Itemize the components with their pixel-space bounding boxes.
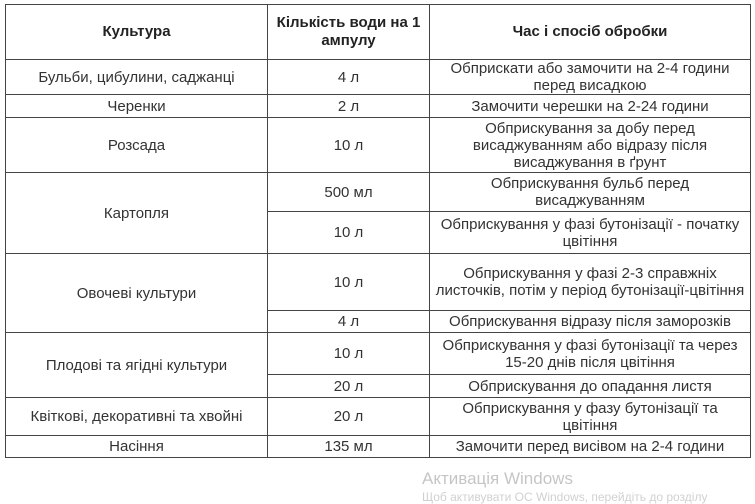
table-row bbox=[6, 118, 751, 173]
culture-cell: Розсада bbox=[6, 118, 268, 173]
culture-cell: Насіння bbox=[6, 436, 268, 458]
table-row bbox=[6, 60, 751, 95]
culture-cell: Черенки bbox=[6, 95, 268, 118]
windows-activation-watermark: Активація Windows bbox=[422, 469, 573, 488]
water-cell: 2 л bbox=[268, 95, 430, 118]
water-cell: 135 мл bbox=[268, 436, 430, 458]
table-row bbox=[6, 398, 751, 436]
water-cell: 4 л bbox=[268, 60, 430, 95]
method-cell: Обприскування у фазу бутонізації та цвітіння bbox=[430, 398, 751, 436]
treatment-table bbox=[5, 4, 751, 458]
water-cell: 10 л bbox=[268, 254, 430, 311]
culture-cell: Квіткові, декоративні та хвойні bbox=[6, 398, 268, 436]
method-cell: Обприскати або замочити на 2-4 години перед висадкою bbox=[430, 60, 751, 95]
table-row bbox=[6, 333, 751, 375]
water-cell: 500 мл bbox=[268, 173, 430, 212]
method-cell: Обприскування до опадання листя bbox=[430, 375, 751, 398]
method-cell: Обприскування за добу перед висаджуванням або відразу після висаджування в ґрунт bbox=[430, 118, 751, 173]
culture-cell: Плодові та ягідні культури bbox=[6, 333, 268, 398]
water-cell: 20 л bbox=[268, 375, 430, 398]
method-cell: Обприскування у фазі бутонізації та через 15-20 днів після цвітіння bbox=[430, 333, 751, 375]
header-row bbox=[6, 5, 751, 60]
culture-cell: Овочеві культури bbox=[6, 254, 268, 333]
method-cell: Обприскування у фазі бутонізації - початку цвітіння bbox=[430, 212, 751, 254]
header-method: Час і спосіб обробки bbox=[430, 5, 751, 60]
method-cell: Замочити черешки на 2-24 години bbox=[430, 95, 751, 118]
water-cell: 10 л bbox=[268, 333, 430, 375]
method-cell: Обприскування відразу після заморозків bbox=[430, 311, 751, 333]
table-row bbox=[6, 436, 751, 458]
culture-cell: Бульби, цибулини, саджанці bbox=[6, 60, 268, 95]
culture-cell: Картопля bbox=[6, 173, 268, 254]
table-row bbox=[6, 173, 751, 212]
windows-activation-watermark-subtitle: Щоб активувати ОС Windows, перейдіть до розділу bbox=[422, 490, 708, 504]
table-row bbox=[6, 254, 751, 311]
water-cell: 20 л bbox=[268, 398, 430, 436]
water-cell: 4 л bbox=[268, 311, 430, 333]
water-cell: 10 л bbox=[268, 212, 430, 254]
table-row bbox=[6, 95, 751, 118]
water-cell: 10 л bbox=[268, 118, 430, 173]
method-cell: Обприскування бульб перед висаджуванням bbox=[430, 173, 751, 212]
method-cell: Обприскування у фазі 2-3 справжніх листочків, потім у період бутонізації-цвітіння bbox=[430, 254, 751, 311]
method-cell: Замочити перед висівом на 2-4 години bbox=[430, 436, 751, 458]
header-water-amount: Кількість води на 1 ампулу bbox=[268, 5, 430, 60]
header-culture: Культура bbox=[6, 5, 268, 60]
